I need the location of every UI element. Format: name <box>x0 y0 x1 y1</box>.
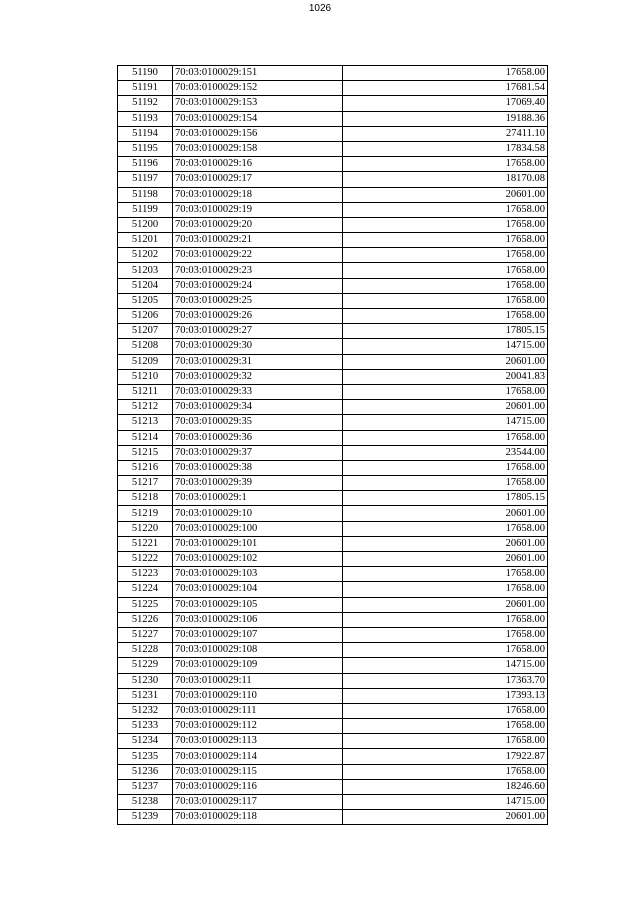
table-row <box>118 597 548 612</box>
row-number-cell: 51237 <box>118 779 173 794</box>
table-row <box>118 66 548 81</box>
table-row <box>118 187 548 202</box>
row-number-cell: 51191 <box>118 81 173 96</box>
row-number-cell: 51230 <box>118 673 173 688</box>
row-number-cell: 51204 <box>118 278 173 293</box>
row-number-cell: 51198 <box>118 187 173 202</box>
value-cell: 17658.00 <box>343 248 548 263</box>
value-cell: 17393.13 <box>343 688 548 703</box>
table-row <box>118 506 548 521</box>
table-row <box>118 81 548 96</box>
value-cell: 17658.00 <box>343 567 548 582</box>
value-cell: 17658.00 <box>343 430 548 445</box>
row-number-cell: 51206 <box>118 309 173 324</box>
cadastral-number-cell: 70:03:0100029:100 <box>173 521 343 536</box>
table-row <box>118 430 548 445</box>
cadastral-number-cell: 70:03:0100029:10 <box>173 506 343 521</box>
row-number-cell: 51211 <box>118 384 173 399</box>
table-row <box>118 141 548 156</box>
cadastral-number-cell: 70:03:0100029:110 <box>173 688 343 703</box>
cadastral-number-cell: 70:03:0100029:104 <box>173 582 343 597</box>
table-row <box>118 552 548 567</box>
cadastral-number-cell: 70:03:0100029:116 <box>173 779 343 794</box>
table-row <box>118 248 548 263</box>
table-row <box>118 521 548 536</box>
table-row <box>118 172 548 187</box>
table-row <box>118 384 548 399</box>
value-cell: 17658.00 <box>343 157 548 172</box>
table-row <box>118 400 548 415</box>
value-cell: 17658.00 <box>343 293 548 308</box>
value-cell: 18170.08 <box>343 172 548 187</box>
cadastral-number-cell: 70:03:0100029:102 <box>173 552 343 567</box>
row-number-cell: 51217 <box>118 476 173 491</box>
cadastral-number-cell: 70:03:0100029:37 <box>173 445 343 460</box>
cadastral-number-cell: 70:03:0100029:17 <box>173 172 343 187</box>
table-row <box>118 369 548 384</box>
row-number-cell: 51192 <box>118 96 173 111</box>
row-number-cell: 51202 <box>118 248 173 263</box>
row-number-cell: 51216 <box>118 460 173 475</box>
value-cell: 17658.00 <box>343 582 548 597</box>
row-number-cell: 51229 <box>118 658 173 673</box>
value-cell: 17658.00 <box>343 734 548 749</box>
cadastral-number-cell: 70:03:0100029:26 <box>173 309 343 324</box>
table-body <box>118 66 548 825</box>
table-row <box>118 658 548 673</box>
value-cell: 17658.00 <box>343 521 548 536</box>
cadastral-number-cell: 70:03:0100029:16 <box>173 157 343 172</box>
row-number-cell: 51209 <box>118 354 173 369</box>
row-number-cell: 51215 <box>118 445 173 460</box>
row-number-cell: 51236 <box>118 764 173 779</box>
value-cell: 17658.00 <box>343 643 548 658</box>
value-cell: 17658.00 <box>343 460 548 475</box>
table-row <box>118 339 548 354</box>
row-number-cell: 51220 <box>118 521 173 536</box>
row-number-cell: 51224 <box>118 582 173 597</box>
row-number-cell: 51222 <box>118 552 173 567</box>
cadastral-number-cell: 70:03:0100029:35 <box>173 415 343 430</box>
table-row <box>118 643 548 658</box>
table-row <box>118 476 548 491</box>
table-row <box>118 582 548 597</box>
row-number-cell: 51235 <box>118 749 173 764</box>
value-cell: 17805.15 <box>343 324 548 339</box>
page-number: 1026 <box>308 3 332 14</box>
table-row <box>118 703 548 718</box>
row-number-cell: 51225 <box>118 597 173 612</box>
value-cell: 17658.00 <box>343 217 548 232</box>
cadastral-number-cell: 70:03:0100029:152 <box>173 81 343 96</box>
table-row <box>118 309 548 324</box>
value-cell: 17658.00 <box>343 719 548 734</box>
value-cell: 14715.00 <box>343 415 548 430</box>
row-number-cell: 51195 <box>118 141 173 156</box>
cadastral-number-cell: 70:03:0100029:153 <box>173 96 343 111</box>
cadastral-number-cell: 70:03:0100029:108 <box>173 643 343 658</box>
cadastral-number-cell: 70:03:0100029:11 <box>173 673 343 688</box>
cadastral-number-cell: 70:03:0100029:114 <box>173 749 343 764</box>
table-row <box>118 126 548 141</box>
cadastral-number-cell: 70:03:0100029:34 <box>173 400 343 415</box>
value-cell: 17658.00 <box>343 66 548 81</box>
row-number-cell: 51210 <box>118 369 173 384</box>
value-cell: 17922.87 <box>343 749 548 764</box>
row-number-cell: 51227 <box>118 627 173 642</box>
table-row <box>118 536 548 551</box>
row-number-cell: 51212 <box>118 400 173 415</box>
cadastral-number-cell: 70:03:0100029:21 <box>173 233 343 248</box>
value-cell: 18246.60 <box>343 779 548 794</box>
value-cell: 17658.00 <box>343 627 548 642</box>
cadastral-value-table <box>117 65 548 825</box>
row-number-cell: 51213 <box>118 415 173 430</box>
row-number-cell: 51197 <box>118 172 173 187</box>
row-number-cell: 51190 <box>118 66 173 81</box>
cadastral-number-cell: 70:03:0100029:32 <box>173 369 343 384</box>
row-number-cell: 51207 <box>118 324 173 339</box>
value-cell: 20601.00 <box>343 536 548 551</box>
table-row <box>118 157 548 172</box>
table-row <box>118 627 548 642</box>
value-cell: 20041.83 <box>343 369 548 384</box>
table-row <box>118 445 548 460</box>
value-cell: 17658.00 <box>343 384 548 399</box>
cadastral-number-cell: 70:03:0100029:23 <box>173 263 343 278</box>
value-cell: 17805.15 <box>343 491 548 506</box>
value-cell: 14715.00 <box>343 795 548 810</box>
row-number-cell: 51232 <box>118 703 173 718</box>
cadastral-number-cell: 70:03:0100029:20 <box>173 217 343 232</box>
row-number-cell: 51234 <box>118 734 173 749</box>
cadastral-number-cell: 70:03:0100029:107 <box>173 627 343 642</box>
value-cell: 20601.00 <box>343 187 548 202</box>
table-row <box>118 111 548 126</box>
value-cell: 20601.00 <box>343 506 548 521</box>
value-cell: 19188.36 <box>343 111 548 126</box>
cadastral-number-cell: 70:03:0100029:109 <box>173 658 343 673</box>
cadastral-number-cell: 70:03:0100029:111 <box>173 703 343 718</box>
table-row <box>118 96 548 111</box>
row-number-cell: 51219 <box>118 506 173 521</box>
value-cell: 17658.00 <box>343 764 548 779</box>
value-cell: 27411.10 <box>343 126 548 141</box>
cadastral-number-cell: 70:03:0100029:1 <box>173 491 343 506</box>
value-cell: 17834.58 <box>343 141 548 156</box>
value-cell: 17658.00 <box>343 233 548 248</box>
value-cell: 17658.00 <box>343 263 548 278</box>
table-row <box>118 278 548 293</box>
value-cell: 17363.70 <box>343 673 548 688</box>
cadastral-number-cell: 70:03:0100029:118 <box>173 810 343 825</box>
cadastral-number-cell: 70:03:0100029:101 <box>173 536 343 551</box>
cadastral-number-cell: 70:03:0100029:30 <box>173 339 343 354</box>
table-row <box>118 354 548 369</box>
table-row <box>118 810 548 825</box>
cadastral-number-cell: 70:03:0100029:151 <box>173 66 343 81</box>
table-row <box>118 202 548 217</box>
row-number-cell: 51194 <box>118 126 173 141</box>
row-number-cell: 51238 <box>118 795 173 810</box>
value-cell: 17658.00 <box>343 612 548 627</box>
row-number-cell: 51208 <box>118 339 173 354</box>
value-cell: 17658.00 <box>343 202 548 217</box>
row-number-cell: 51199 <box>118 202 173 217</box>
value-cell: 17069.40 <box>343 96 548 111</box>
value-cell: 14715.00 <box>343 339 548 354</box>
row-number-cell: 51205 <box>118 293 173 308</box>
value-cell: 17681.54 <box>343 81 548 96</box>
cadastral-number-cell: 70:03:0100029:18 <box>173 187 343 202</box>
cadastral-number-cell: 70:03:0100029:112 <box>173 719 343 734</box>
cadastral-number-cell: 70:03:0100029:39 <box>173 476 343 491</box>
table-row <box>118 779 548 794</box>
value-cell: 20601.00 <box>343 597 548 612</box>
cadastral-number-cell: 70:03:0100029:19 <box>173 202 343 217</box>
cadastral-number-cell: 70:03:0100029:31 <box>173 354 343 369</box>
cadastral-number-cell: 70:03:0100029:24 <box>173 278 343 293</box>
row-number-cell: 51239 <box>118 810 173 825</box>
row-number-cell: 51221 <box>118 536 173 551</box>
table-row <box>118 217 548 232</box>
table-row <box>118 688 548 703</box>
cadastral-number-cell: 70:03:0100029:106 <box>173 612 343 627</box>
row-number-cell: 51203 <box>118 263 173 278</box>
table-row <box>118 749 548 764</box>
table-row <box>118 415 548 430</box>
table-row <box>118 734 548 749</box>
cadastral-number-cell: 70:03:0100029:27 <box>173 324 343 339</box>
cadastral-number-cell: 70:03:0100029:22 <box>173 248 343 263</box>
row-number-cell: 51226 <box>118 612 173 627</box>
cadastral-number-cell: 70:03:0100029:33 <box>173 384 343 399</box>
table-row <box>118 491 548 506</box>
table-row <box>118 612 548 627</box>
value-cell: 14715.00 <box>343 658 548 673</box>
row-number-cell: 51200 <box>118 217 173 232</box>
row-number-cell: 51201 <box>118 233 173 248</box>
cadastral-number-cell: 70:03:0100029:105 <box>173 597 343 612</box>
value-cell: 17658.00 <box>343 476 548 491</box>
table-row <box>118 233 548 248</box>
table-row <box>118 673 548 688</box>
value-cell: 20601.00 <box>343 552 548 567</box>
table-row <box>118 764 548 779</box>
row-number-cell: 51214 <box>118 430 173 445</box>
table-row <box>118 263 548 278</box>
cadastral-number-cell: 70:03:0100029:156 <box>173 126 343 141</box>
row-number-cell: 51223 <box>118 567 173 582</box>
cadastral-number-cell: 70:03:0100029:36 <box>173 430 343 445</box>
cadastral-number-cell: 70:03:0100029:117 <box>173 795 343 810</box>
row-number-cell: 51193 <box>118 111 173 126</box>
cadastral-number-cell: 70:03:0100029:38 <box>173 460 343 475</box>
cadastral-number-cell: 70:03:0100029:25 <box>173 293 343 308</box>
row-number-cell: 51231 <box>118 688 173 703</box>
value-cell: 17658.00 <box>343 309 548 324</box>
row-number-cell: 51218 <box>118 491 173 506</box>
row-number-cell: 51228 <box>118 643 173 658</box>
cadastral-number-cell: 70:03:0100029:103 <box>173 567 343 582</box>
table-row <box>118 293 548 308</box>
value-cell: 23544.00 <box>343 445 548 460</box>
value-cell: 20601.00 <box>343 354 548 369</box>
row-number-cell: 51233 <box>118 719 173 734</box>
value-cell: 17658.00 <box>343 703 548 718</box>
table-row <box>118 567 548 582</box>
row-number-cell: 51196 <box>118 157 173 172</box>
cadastral-number-cell: 70:03:0100029:113 <box>173 734 343 749</box>
table-row <box>118 795 548 810</box>
table-row <box>118 460 548 475</box>
table-row <box>118 719 548 734</box>
value-cell: 20601.00 <box>343 810 548 825</box>
cadastral-number-cell: 70:03:0100029:115 <box>173 764 343 779</box>
value-cell: 20601.00 <box>343 400 548 415</box>
table-row <box>118 324 548 339</box>
value-cell: 17658.00 <box>343 278 548 293</box>
cadastral-number-cell: 70:03:0100029:158 <box>173 141 343 156</box>
cadastral-number-cell: 70:03:0100029:154 <box>173 111 343 126</box>
